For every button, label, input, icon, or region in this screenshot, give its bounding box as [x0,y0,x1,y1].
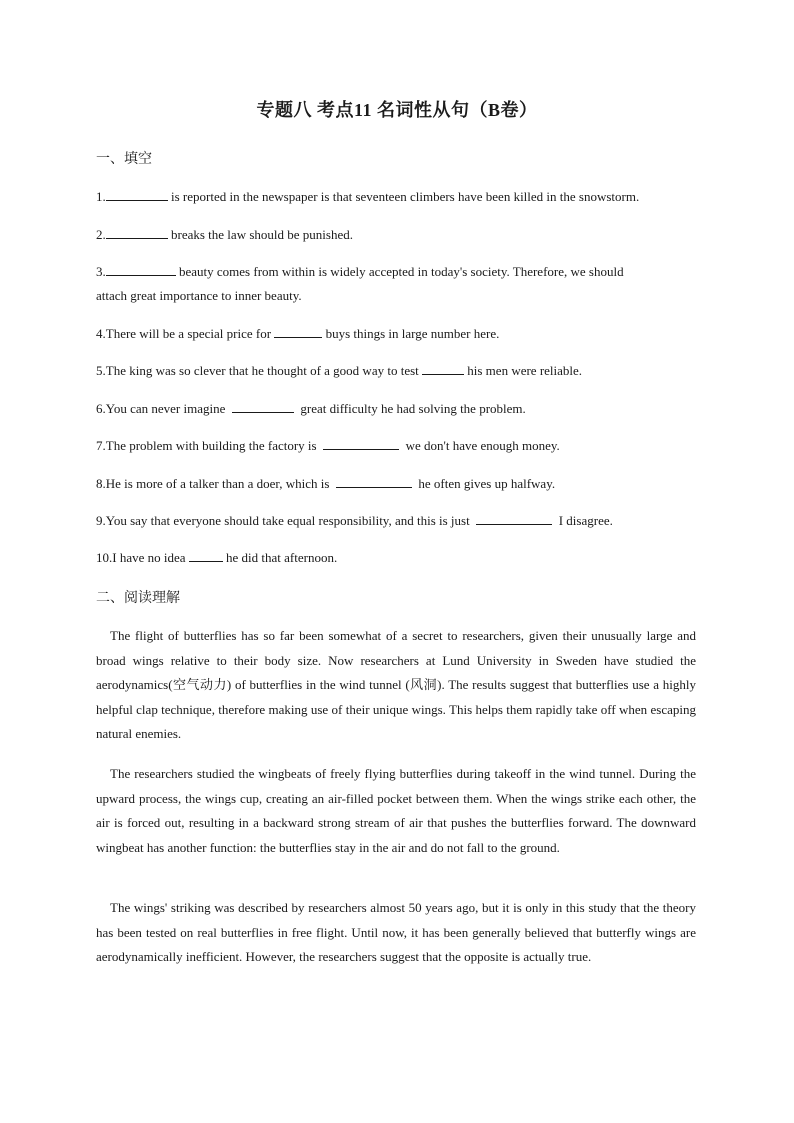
answer-blank[interactable] [476,510,552,525]
question-8 [96,472,696,496]
reading-paragraph-1: The flight of butterflies has so far been somewhat of a secret to researchers, given their unusually large and broad wings relative to their body size. Now researchers at Lund University in Sweden have studied the aerodynamics(空气动力) of butterflies in the wind tunnel (风洞). The results suggest that butterflies use a highly helpful clap technique, therefore making use of their unique wings. This helps them rapidly take off when escaping natural enemies. [96,628,696,741]
question-text-post: great difficulty he had solving the problem. [293,401,526,416]
question-number: 6. [96,401,106,416]
page-title: 专题八 考点11 名词性从句（B卷） [256,100,538,120]
question-text-pre: The problem with building the factory is [105,438,324,453]
question-text-post: we don't have enough money. [399,438,560,453]
question-text-post: breaks the law should be punished. [167,227,353,242]
question-9 [96,509,696,533]
question-7 [96,434,696,458]
question-number: 1. [96,189,106,204]
question-text-post: his men were reliable. [464,363,583,378]
question-text-pre: The king was so clever that he thought of a good way to test [105,363,423,378]
question-text-post: buys things in large number here. [322,326,500,341]
question-number: 4. [96,326,106,341]
answer-blank[interactable] [232,398,294,413]
answer-blank[interactable] [106,224,168,239]
question-number: 9. [96,513,106,528]
section-fill-in-heading: 一、填空 [96,152,152,167]
answer-blank[interactable] [189,547,223,562]
question-2 [96,223,696,247]
question-text-pre: You can never imagine [105,401,232,416]
question-3 [96,260,696,308]
question-6 [96,397,696,421]
question-number: 3. [96,264,106,279]
answer-blank[interactable] [106,261,176,276]
reading-paragraph-2: The researchers studied the wingbeats of freely flying butterflies during takeoff in the wind tunnel. During the upward process, the wings cup, creating an air-filled pocket between them. When the wings strike each other, the air is forced out, resulting in a backward strong stream of air that pushes the butterflies forward. The downward wingbeat has another function: the butterflies stay in the air and do not fall to the ground. [96,766,696,855]
question-text-pre: I have no idea [112,550,189,565]
question-text-post: I disagree. [552,513,613,528]
answer-blank[interactable] [336,473,412,488]
question-number: 7. [96,438,106,453]
question-number: 8. [96,476,106,491]
question-1 [96,185,696,209]
answer-blank[interactable] [323,435,399,450]
question-number: 10. [96,550,113,565]
question-text-pre: There will be a special price for [105,326,275,341]
answer-blank[interactable] [106,186,168,201]
question-5 [96,359,696,383]
section-reading-heading: 二、阅读理解 [96,591,180,606]
answer-blank[interactable] [422,360,464,375]
question-text-line2: attach great importance to inner beauty. [96,288,302,303]
reading-paragraph-3: The wings' striking was described by researchers almost 50 years ago, but it is only in this study that the theory has been tested on real butterflies in free flight. Until now, it has been generally believed that butterfly wings are aerodynamically inefficient. However, the researchers suggest that the opposite is actually true. [96,900,696,964]
question-10 [96,546,696,570]
question-text-post: beauty comes from within is widely accepted in today's society. Therefore, we should [175,264,624,279]
question-text-post: he often gives up halfway. [411,476,556,491]
question-4 [96,322,696,346]
question-text-post: is reported in the newspaper is that seventeen climbers have been killed in the snowstorm. [167,189,640,204]
question-text-pre: You say that everyone should take equal responsibility, and this is just [105,513,477,528]
question-text-post: he did that afternoon. [222,550,338,565]
answer-blank[interactable] [274,323,322,338]
question-number: 5. [96,363,106,378]
question-text-pre: He is more of a talker than a doer, which is [105,476,336,491]
question-number: 2. [96,227,106,242]
